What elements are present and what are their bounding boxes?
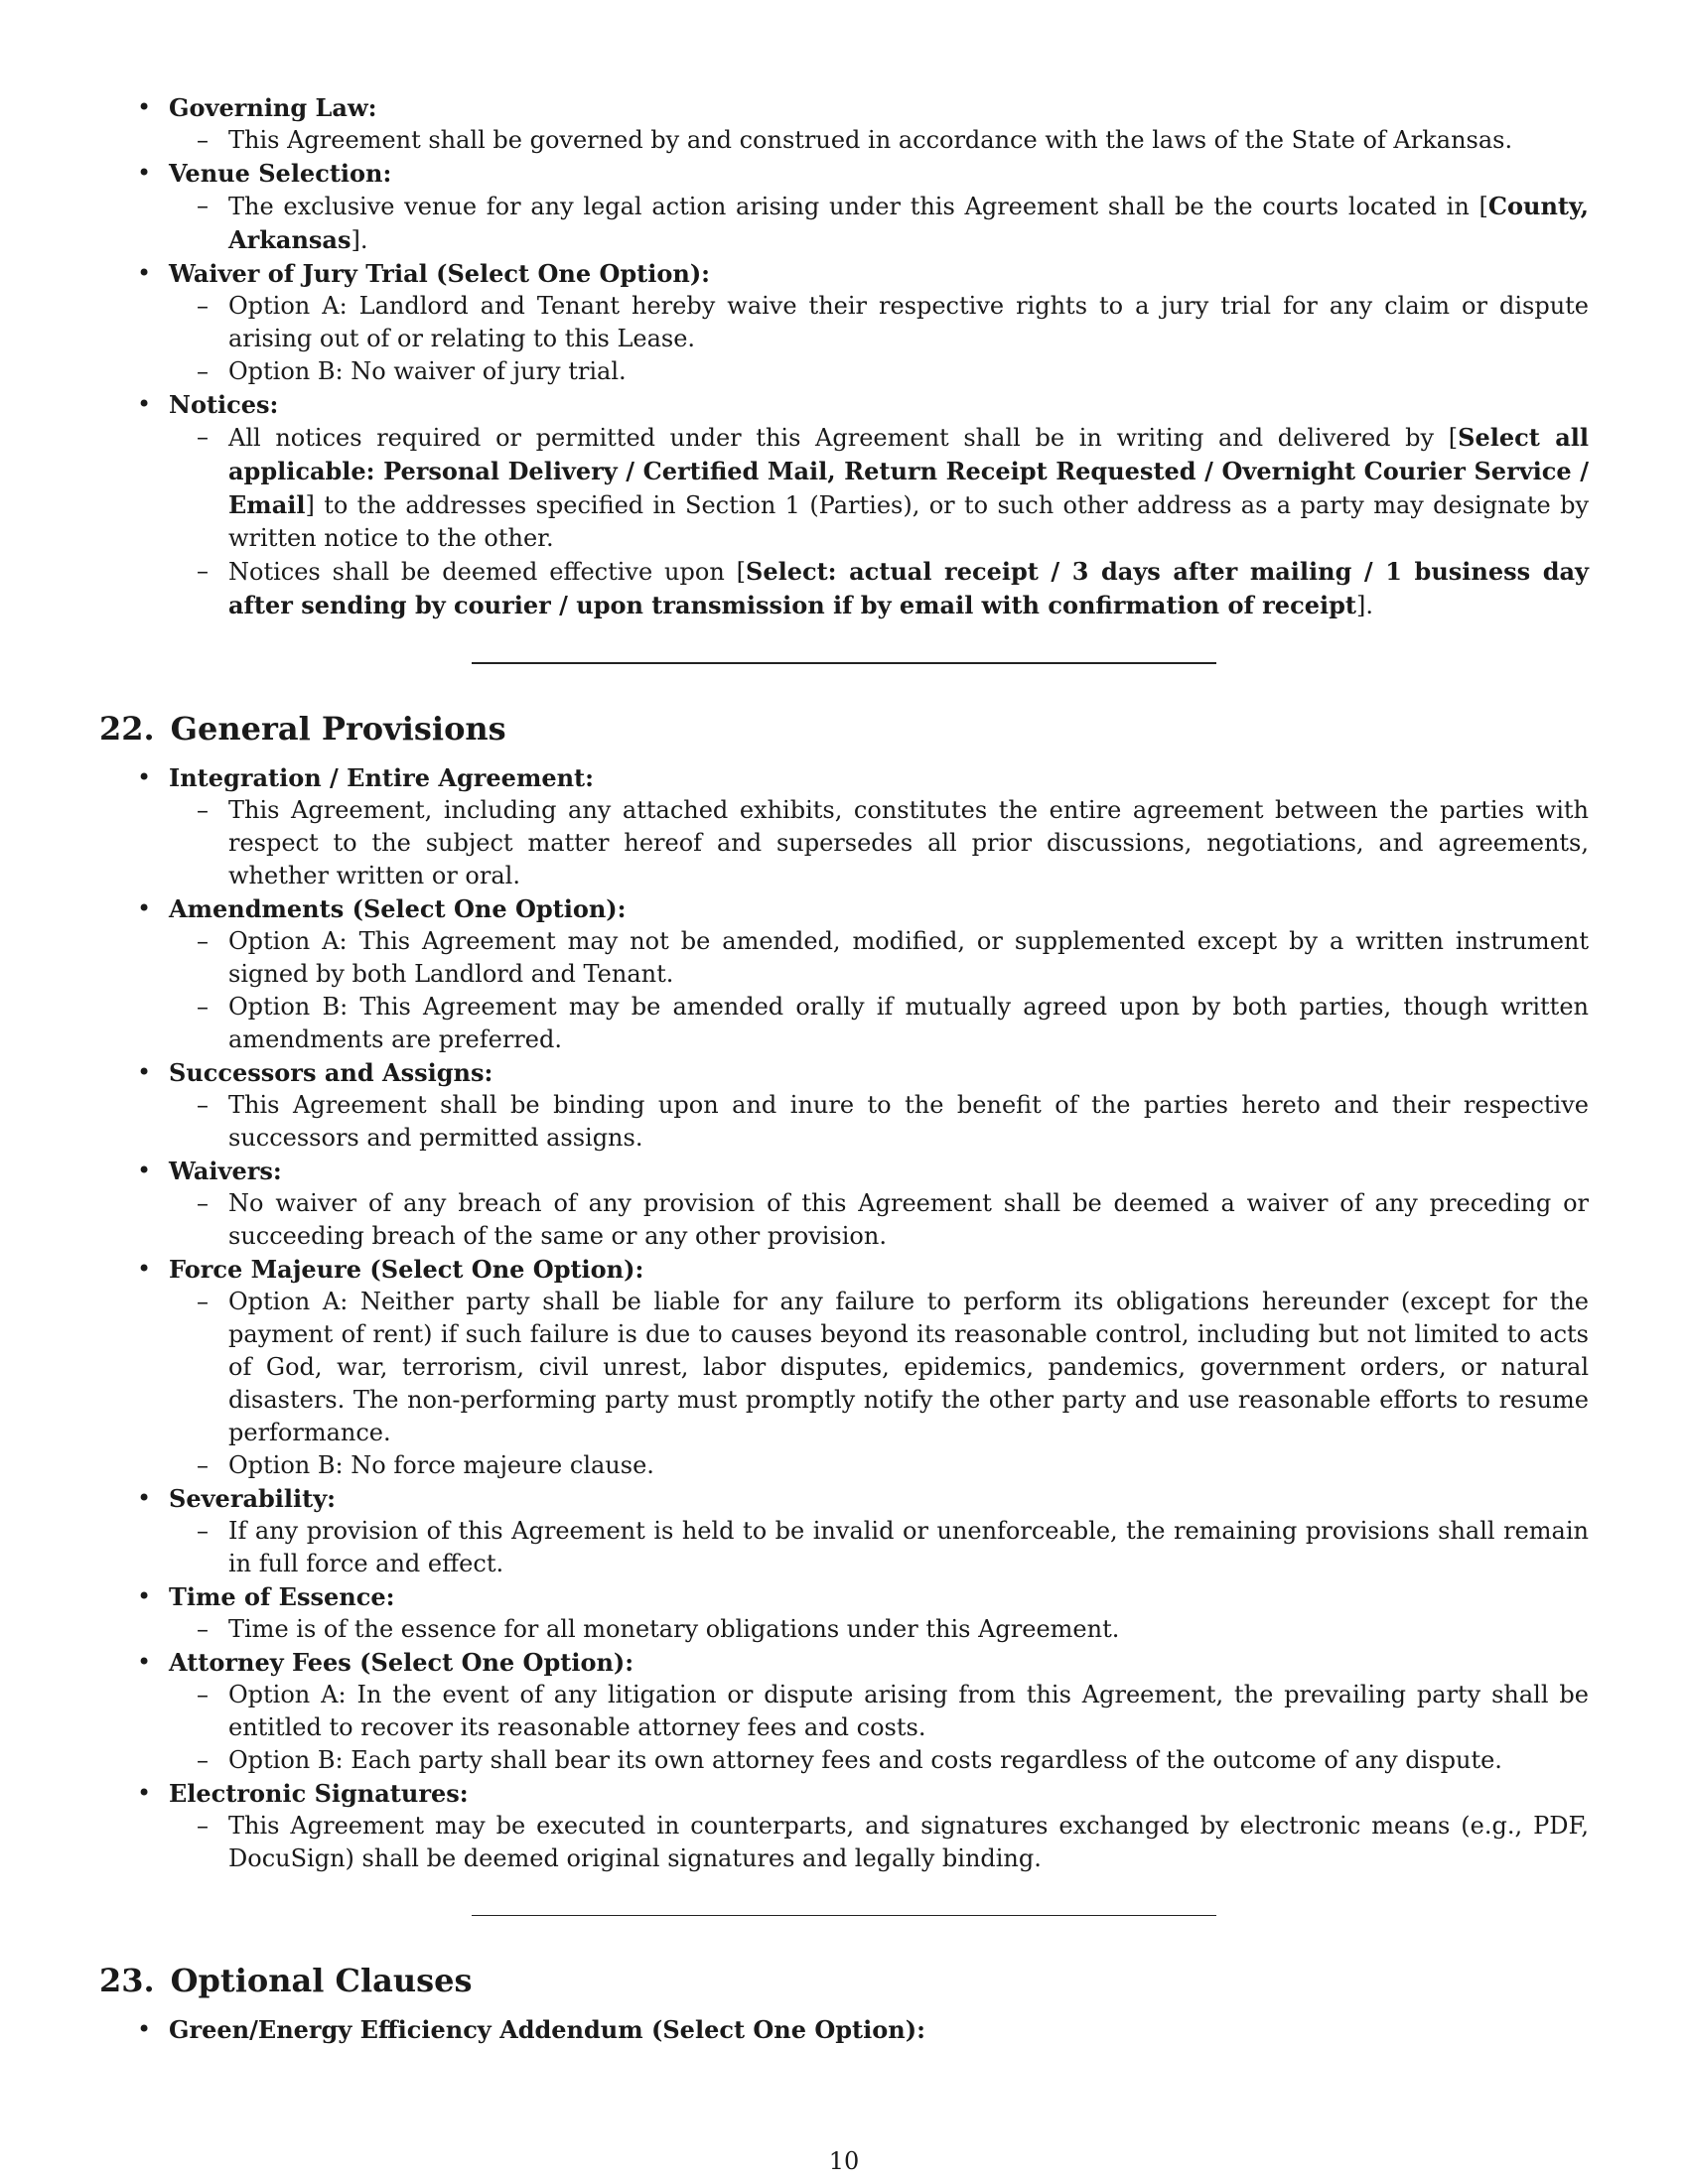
page-content — [99, 91, 1589, 2046]
page-number: 10 — [828, 2147, 860, 2175]
list-item-integration — [99, 761, 1589, 892]
clause-heading: • Attorney Fees (Select One Option): — [169, 1648, 634, 1677]
section-number: 22. — [99, 710, 155, 748]
clause-heading: • Waiver of Jury Trial (Select One Option): — [169, 259, 711, 288]
placeholder-field: Select all applicable: Personal Delivery / Certified Mail, Return Receipt Requested / Overnight Courier Service / Email — [228, 423, 1590, 519]
list-item-severability — [99, 1482, 1589, 1580]
section-divider — [472, 662, 1216, 664]
clause-text: – This Agreement shall be binding upon and inure to the benefit of the parties hereto and their respective successors and permitted assigns. — [169, 1089, 1589, 1155]
text-run: ]. — [1355, 592, 1373, 619]
clause-text: – If any provision of this Agreement is held to be invalid or unenforceable, the remaining provisions shall remain in full force and effect. — [169, 1515, 1589, 1580]
clause-heading: • Notices: — [169, 390, 279, 419]
clause-text: – Time is of the essence for all monetary obligations under this Agreement. — [169, 1613, 1589, 1646]
list-item-attorney-fees — [99, 1646, 1589, 1777]
clause-heading: • Venue Selection: — [169, 159, 392, 188]
clause-text: – This Agreement may be executed in counterparts, and signatures exchanged by electronic means (e.g., PDF, DocuSign) shall be deemed original signatures and legally binding. — [169, 1810, 1589, 1875]
list-item-waivers — [99, 1155, 1589, 1253]
section-22-heading — [99, 708, 1589, 750]
clause-heading: • Severability: — [169, 1484, 337, 1513]
option-a-text: – Option A: Neither party shall be liable for any failure to perform its obligations hereunder (except for the payment of rent) if such failure is due to causes beyond its reasonable control, including but not limited to acts of God, war, terrorism, civil unrest, labor disputes, epidemics, pandemics, government orders, or natural disasters. The non-performing party must promptly notify the other party and use reasonable efforts to resume performance. — [169, 1286, 1589, 1449]
text-run: All notices required or permitted under this Agreement shall be in writing and delivered by [ — [228, 424, 1459, 452]
text-run: ]. — [351, 226, 368, 254]
section-23-heading — [99, 1960, 1589, 2001]
list-item-electronic-signatures — [99, 1777, 1589, 1875]
text-run: ] to the addresses specified in Section 1 (Parties), or to such other address as a party may designate by written notice to the other. — [228, 491, 1589, 552]
option-b-text: – Option B: No waiver of jury trial. — [169, 355, 1589, 388]
clause-text: – This Agreement shall be governed by and construed in accordance with the laws of the State of Arkansas. — [169, 124, 1589, 157]
list-item-force-majeure — [99, 1253, 1589, 1482]
clause-heading: • Integration / Entire Agreement: — [169, 763, 595, 792]
clause-text — [169, 421, 1589, 555]
section-21-continued-list — [99, 91, 1589, 622]
section-title: General Provisions — [170, 710, 506, 748]
clause-heading: • Force Majeure (Select One Option): — [169, 1255, 644, 1284]
option-a-text: – Option A: Landlord and Tenant hereby waive their respective rights to a jury trial for any claim or dispute arising out of or relating to this Lease. — [169, 290, 1589, 355]
clause-heading: • Governing Law: — [169, 93, 377, 122]
clause-text: – This Agreement, including any attached exhibits, constitutes the entire agreement between the parties with respect to the subject matter hereof and supersedes all prior discussions, negotiations, and agreements, whether written or oral. — [169, 794, 1589, 892]
section-22-list — [99, 761, 1589, 1875]
section-title: Optional Clauses — [170, 1962, 473, 1999]
option-b-text: – Option B: Each party shall bear its own attorney fees and costs regardless of the outcome of any dispute. — [169, 1744, 1589, 1777]
option-a-text: – Option A: This Agreement may not be amended, modified, or supplemented except by a written instrument signed by both Landlord and Tenant. — [169, 925, 1589, 991]
text-run: Notices shall be deemed effective upon [ — [228, 558, 746, 586]
clause-heading: • Amendments (Select One Option): — [169, 894, 627, 923]
clause-text: – No waiver of any breach of any provision of this Agreement shall be deemed a waiver of any preceding or succeeding breach of the same or any other provision. — [169, 1187, 1589, 1253]
clause-heading: • Electronic Signatures: — [169, 1779, 469, 1808]
list-item-governing-law — [99, 91, 1589, 157]
list-item-green-addendum — [99, 2013, 1589, 2046]
section-23-list — [99, 2013, 1589, 2046]
placeholder-field: Select: actual receipt / 3 days after mailing / 1 business day after sending by courier / upon transmission if by email with confirmation of receipt — [228, 557, 1589, 619]
clause-text — [169, 555, 1589, 622]
list-item-notices — [99, 388, 1589, 622]
section-number: 23. — [99, 1962, 155, 1999]
text-run: The exclusive venue for any legal action arising under this Agreement shall be the courts located in [ — [228, 193, 1488, 220]
clause-heading: • Green/Energy Efficiency Addendum (Select One Option): — [169, 2015, 925, 2044]
list-item-successors — [99, 1056, 1589, 1155]
list-item-time-of-essence — [99, 1580, 1589, 1646]
placeholder-field: County, Arkansas — [228, 192, 1589, 254]
option-b-text: – Option B: No force majeure clause. — [169, 1449, 1589, 1482]
option-b-text: – Option B: This Agreement may be amended orally if mutually agreed upon by both parties, though written amendments are preferred. — [169, 991, 1589, 1056]
clause-text — [169, 190, 1589, 257]
clause-heading: • Successors and Assigns: — [169, 1058, 493, 1087]
list-item-jury-waiver — [99, 257, 1589, 388]
clause-heading: • Waivers: — [169, 1157, 282, 1185]
document-page — [99, 91, 1589, 2046]
clause-heading: • Time of Essence: — [169, 1582, 395, 1611]
list-item-amendments — [99, 892, 1589, 1056]
section-divider — [472, 1915, 1216, 1916]
option-a-text: – Option A: In the event of any litigation or dispute arising from this Agreement, the prevailing party shall be entitled to recover its reasonable attorney fees and costs. — [169, 1679, 1589, 1744]
list-item-venue-selection — [99, 157, 1589, 257]
